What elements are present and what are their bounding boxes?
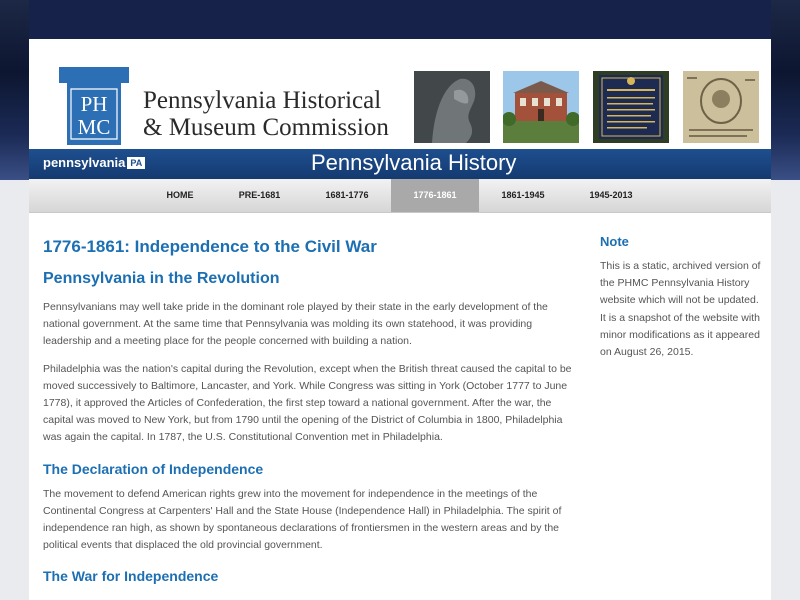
svg-text:MC: MC <box>77 115 111 139</box>
pennsylvania-state-link[interactable] <box>43 155 145 170</box>
brand-bar <box>29 149 771 179</box>
historical-marker-photo <box>593 71 669 143</box>
pa-badge: PA <box>127 157 145 169</box>
nav-item-1776-1861[interactable]: 1776-1861 <box>391 179 479 212</box>
org-name-line2: & Museum Commission <box>143 114 389 141</box>
section-heading-declaration: The Declaration of Independence <box>43 460 264 477</box>
nav-item-home[interactable]: HOME <box>166 190 194 200</box>
organization-name <box>143 87 413 141</box>
sidebar-note <box>600 234 765 361</box>
note-text: This is a static, archived version of the PHMC Pennsylvania History website which will not be updated. It is a snapshot of the website with minor modifications as it appeared on August 26, 2015. <box>600 260 761 359</box>
top-bar <box>29 0 771 39</box>
pa-brand-text: pennsylvania <box>43 155 126 170</box>
phmc-logo[interactable] <box>55 67 133 145</box>
site-title: Pennsylvania History <box>311 150 517 175</box>
note-title: Note <box>600 234 629 249</box>
main-content <box>43 226 573 584</box>
main-navigation <box>29 179 771 213</box>
paragraph-2: Philadelphia was the nation's capital during the Revolution, except when the British threat caused the capital to be moved successively to Baltimore, Lancaster, and York. While Congress was sitting in York (October 1777 to June 1778), it approved the Articles of Confederation, the first step toward a national government. After the war, the capital was moved to New York, but from 1790 until the opening of the District of Columbia in 1800, Philadelphia was again the capital. In 1787, the U.S. Constitutional Convention met in Philadelphia. <box>43 362 572 444</box>
page-title: 1776-1861: Independence to the Civil War <box>43 237 377 256</box>
nav-item-1861-1945[interactable]: 1861-1945 <box>501 190 545 200</box>
org-name-line1: Pennsylvania Historical <box>143 87 382 114</box>
old-document-photo <box>683 71 759 143</box>
site-header <box>29 39 771 149</box>
nav-item-pre-1681[interactable]: PRE-1681 <box>238 190 281 200</box>
nav-item-1681-1776[interactable]: 1681-1776 <box>325 190 369 200</box>
section-heading-revolution: Pennsylvania in the Revolution <box>43 270 280 287</box>
page-container <box>29 0 771 600</box>
svg-text:PH: PH <box>80 92 108 116</box>
section-heading-war: The War for Independence <box>43 568 219 585</box>
nav-item-1945-2013[interactable]: 1945-2013 <box>589 190 633 200</box>
paragraph-3: The movement to defend American rights grew into the movement for independence in the meetings of the Continental Congress at Carpenters' Hall and the State House (Independence Hall) in Philadelphia. The spirit of independence ran high, as shown by spontaneous declarations of frontiersmen in the western areas and by the political events that displaced the old provincial government. <box>43 487 562 552</box>
bronze-statue-photo <box>414 71 490 143</box>
keystone-logo-icon <box>55 67 133 145</box>
paragraph-1: Pennsylvanians may well take pride in the dominant role played by their state in the early development of the national government. At the same time that Pennsylvania was molding its own statehood, it was providing leadership and a meeting place for the people concerned with building a nation. <box>43 301 548 348</box>
brick-building-photo <box>503 71 579 143</box>
